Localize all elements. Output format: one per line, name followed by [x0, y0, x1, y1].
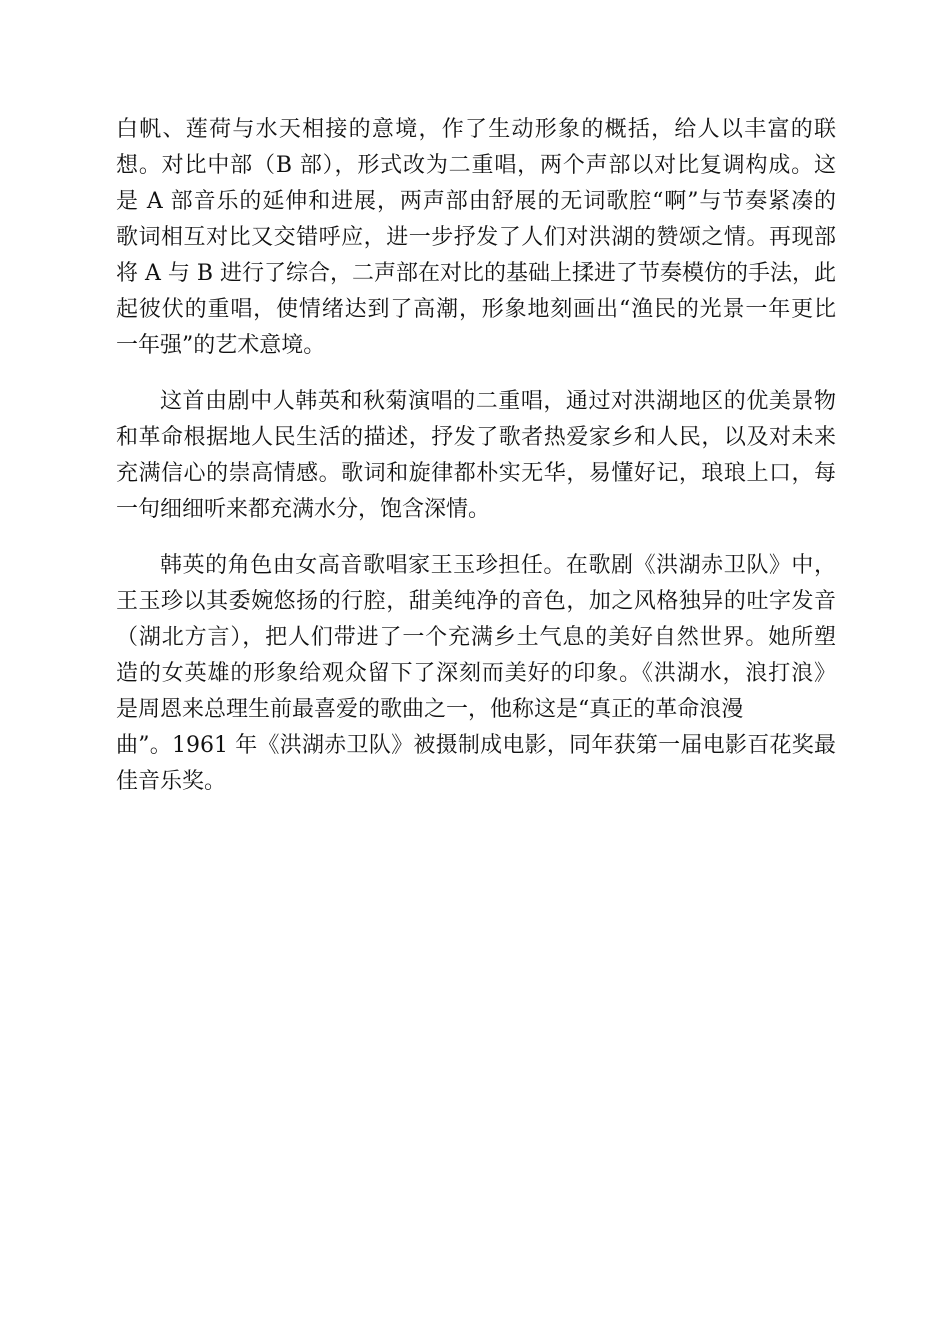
text-line: 一年强”的艺术意境。	[116, 333, 326, 358]
paragraph-1	[116, 112, 836, 364]
text-line: 白帆、莲荷与水天相接的意境，作了生动形象的概括，给人以丰富的联	[116, 117, 836, 142]
text-line: 造的女英雄的形象给观众留下了深刻而美好的印象。《洪湖水，浪打浪》	[116, 661, 836, 686]
text-line: 歌词相互对比又交错呼应，进一步抒发了人们对洪湖的赞颂之情。再现部	[116, 225, 836, 250]
text-line: 韩英的角色由女高音歌唱家王玉珍担任。在歌剧《洪湖赤卫队》中，	[160, 553, 836, 578]
text-line: 充满信心的崇高情感。歌词和旋律都朴实无华，易懂好记，琅琅上口，每	[116, 461, 836, 486]
text-line: 起彼伏的重唱，使情绪达到了高潮，形象地刻画出“渔民的光景一年更比	[116, 297, 836, 322]
text-line: 一句细细听来都充满水分，饱含深情。	[116, 497, 491, 522]
text-line: 王玉珍以其委婉悠扬的行腔，甜美纯净的音色，加之风格独异的吐字发音	[116, 589, 836, 614]
text-line: 和革命根据地人民生活的描述，抒发了歌者热爱家乡和人民，以及对未来	[116, 425, 836, 450]
text-line: （湖北方言），把人们带进了一个充满乡土气息的美好自然世界。她所塑	[116, 625, 836, 650]
text-line: 将 A 与 B 进行了综合，二声部在对比的基础上揉进了节奏模仿的手法，此	[116, 261, 837, 286]
paragraph-3	[116, 548, 836, 800]
text-line: 想。对比中部（B 部），形式改为二重唱，两个声部以对比复调构成。这	[116, 153, 836, 178]
text-line: 是 A 部音乐的延伸和进展，两声部由舒展的无词歌腔“啊”与节奏紧凑的	[116, 189, 836, 214]
paragraph-2	[116, 384, 836, 528]
text-line: 是周恩来总理生前最喜爱的歌曲之一，他称这是“真正的革命浪漫	[116, 697, 744, 722]
text-line: 佳音乐奖。	[116, 769, 227, 794]
text-line: 这首由剧中人韩英和秋菊演唱的二重唱，通过对洪湖地区的优美景物	[160, 389, 836, 414]
document-body	[116, 112, 836, 820]
text-line: 曲”。1961 年《洪湖赤卫队》被摄制成电影，同年获第一届电影百花奖最	[116, 733, 836, 758]
